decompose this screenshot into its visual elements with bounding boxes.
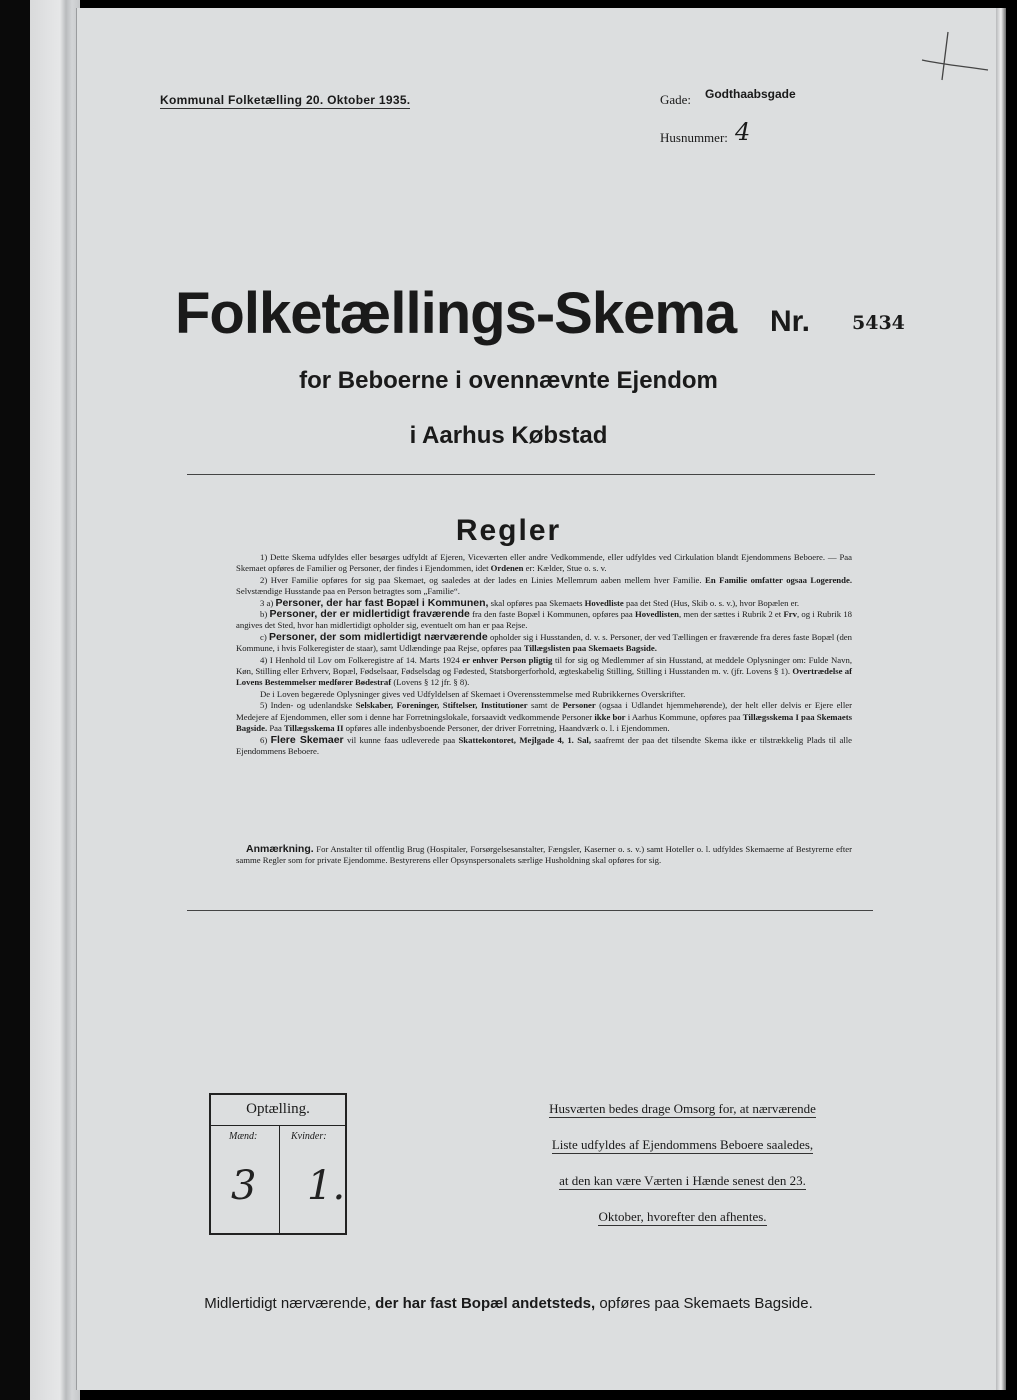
divider-top — [187, 474, 875, 475]
tally-column-divider — [279, 1125, 280, 1233]
form-subtitle-1: for Beboerne i ovennævnte Ejendom — [299, 367, 718, 394]
rule-2: 2) Hver Familie opføres for sig paa Skemaet, og saaledes at der lades en Linies Mellemrum aaben mellem hver Familie. En Familie omfatter ogsaa Logerende. Selvstændige Husstande paa en Person betragtes som „Familie“. — [236, 574, 852, 597]
rules-text — [236, 552, 852, 757]
rule-1: 1) Dette Skema udfyldes eller besørges udfyldt af Ejeren, Viceværten eller andre Vedkommende, eller udfyldes ved Cirkulation blandt Ejendommens Beboere. — Paa Skemaet opføres de Familier og Personer, der findes i Ejendommen, idet Ordenen er: Kælder, Stue o. s. v. — [236, 552, 852, 574]
census-title: Kommunal Folketælling 20. Oktober 1935. — [160, 93, 411, 107]
tally-box — [209, 1093, 347, 1235]
rule-4: 4) I Henhold til Lov om Folkeregistre af 14. Marts 1924 er enhver Person pligtig til for sig og Medlemmer af sin Husstand, at meddele Oplysninger om: Fulde Navn, Køn, Stilling eller Erhverv, Bopæl, Fødselsaar, Fødselsdag og Fødested, Statsborgerforhold, ægteskabelig Stilling, Stilling i Husstanden m. v. (jfr. Lovens § 1). Overtrædelse af Lovens Bestemmelser medfører Bødestraf (Lovens § 12 jfr. § 8). — [236, 654, 852, 688]
divider-bottom — [187, 910, 873, 911]
tally-women-value: 1. — [307, 1163, 346, 1209]
tally-women-label: Kvinder: — [291, 1131, 327, 1142]
corner-pen-mark — [920, 30, 990, 90]
footer-note: Midlertidigt nærværende, der har fast Bopæl andetsteds, opføres paa Skemaets Bagside. — [204, 1295, 813, 1312]
host-notice-line-4: Oktober, hvorefter den afhentes. — [598, 1209, 767, 1224]
rule-4-note: De i Loven begærede Oplysninger gives ved Udfyldelsen af Skemaet i Overensstemmelse med Rubrikkernes Overskrifter. — [260, 688, 686, 699]
rule-6: 6) Flere Skemaer vil kunne faas udleverede paa Skattekontoret, Mejlgade 4, 1. Sal, saafremt der paa det tilsendte Skema ikke er tilstrækkelig Plads til alle Ejendommens Beboere. — [236, 733, 852, 756]
page-edge — [996, 8, 1006, 1390]
tally-divider — [211, 1125, 345, 1126]
rule-3b: b) Personer, der er midlertidigt fraværende fra den faste Bopæl i Kommunen, opføres paa Hovedlisten, men der sættes i Rubrik 2 et Frv, og i Rubrik 18 angives det Sted, hvor han midlertidigt opholder sig, eventuelt om han er paa Rejse. — [236, 608, 853, 631]
host-notice-line-1: Husværten bedes drage Omsorg for, at nærværende — [549, 1101, 816, 1116]
binder-spine — [0, 0, 80, 1400]
remark — [236, 844, 852, 867]
rule-3a: 3 a) Personer, der har fast Bopæl i Kommunen, skal opføres paa Skemaets Hovedliste paa det Sted (Hus, Skib o. s. v.), hvor Bopælen er. — [260, 596, 800, 609]
rule-3c: c) Personer, der som midlertidigt nærværende opholder sig i Husstanden, d. v. s. Personer, der ved Tællingen er fraværende fra deres faste Bopæl (den Kommune, i hvis Folkeregister de staar), samt Udlændinge paa Rejse, opføres paa Tillægslisten paa Skemaets Bagside. — [236, 630, 852, 654]
tally-title: Optælling. — [246, 1101, 310, 1117]
rules-heading: Regler — [455, 514, 562, 547]
form-number-label: Nr. — [770, 305, 811, 338]
street-label: Gade: — [660, 92, 692, 107]
street-value: Godthaabsgade — [705, 87, 796, 101]
host-notice-line-2: Liste udfyldes af Ejendommens Beboere saaledes, — [551, 1137, 814, 1152]
remark-label: Anmærkning. — [246, 843, 314, 855]
rule-5: 5) Inden- og udenlandske Selskaber, Foreninger, Stiftelser, Institutioner samt de Personer (ogsaa i Udlandet hjemmehørende), der helt eller delvis er Ejere eller Medejere af Ejendommen, eller som i denne har Forretningslokale, forsaavidt vedkommende Personer ikke bor i Aarhus Kommune, opføres paa Tillægsskema I paa Skemaets Bagside. Paa Tillægsskema II opføres alle indenbysboende Personer, der driver Forretning, Haandværk o. l. i Ejendommen. — [236, 700, 853, 734]
house-number-label: Husnummer: — [660, 130, 728, 145]
form-title: Folketællings-Skema — [175, 281, 737, 346]
tally-men-value: 3 — [231, 1163, 257, 1209]
host-notice-line-3: at den kan være Værten i Hænde senest den 23. — [559, 1173, 806, 1188]
tally-men-label: Mænd: — [229, 1131, 258, 1142]
house-number-value: 4 — [735, 118, 751, 146]
remark-text: For Anstalter til offentlig Brug (Hospitaler, Forsørgelsesanstalter, Fængsler, Kaserner o. s. v.) samt Hoteller o. l. udfyldes Skemaerne af Bestyrerne efter samme Regler som for private Ejendomme. Bestyrerens eller Opsynspersonalets særlige Husholdning skal opføres for sig. — [236, 844, 852, 866]
form-number-value: 5434 — [852, 312, 905, 334]
form-subtitle-2: i Aarhus Købstad — [409, 422, 608, 449]
